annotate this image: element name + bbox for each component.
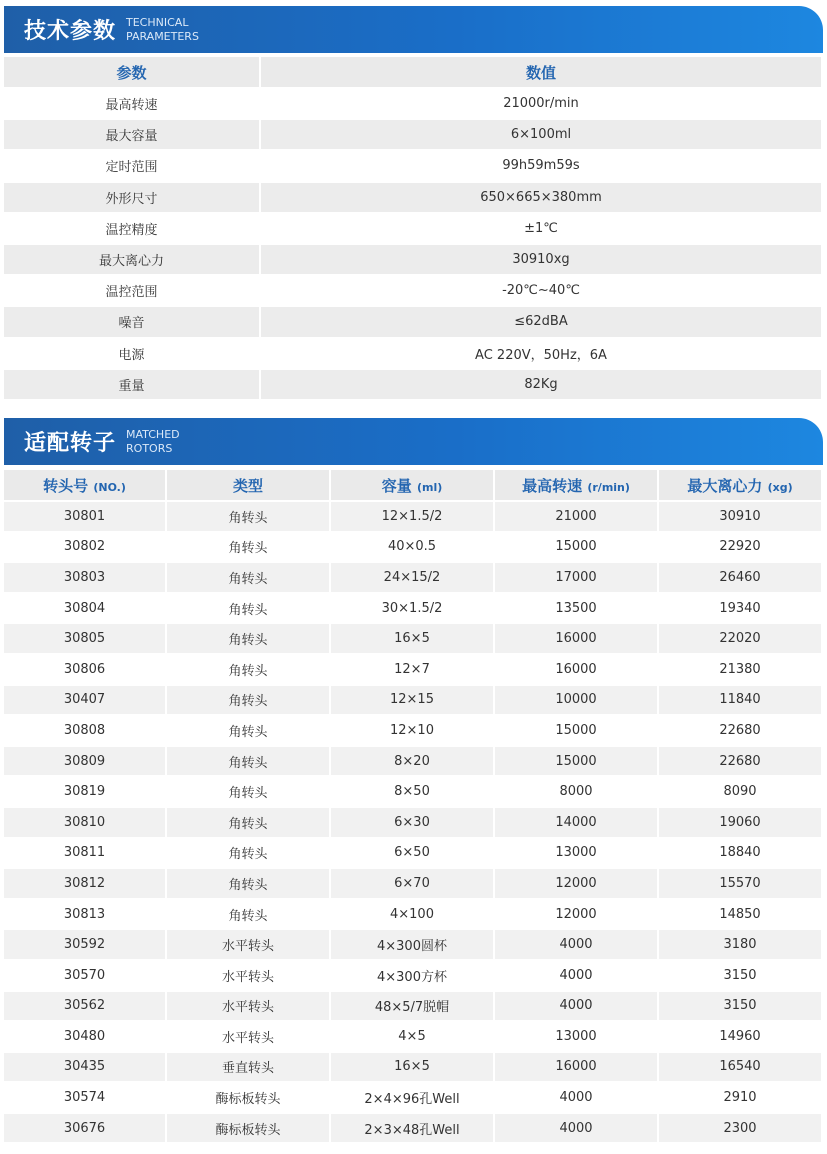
param-name-cell: 温控精度 <box>4 214 261 245</box>
capacity-cell: 16×5 <box>331 1053 495 1084</box>
param-value-cell: ±1℃ <box>261 214 823 245</box>
rotor-no-cell: 30813 <box>4 900 167 931</box>
max-speed-cell: 13000 <box>495 1022 659 1053</box>
param-value-cell: 6×100ml <box>261 120 823 151</box>
max-speed-cell: 15000 <box>495 716 659 747</box>
tech-params-row <box>4 214 823 245</box>
max-rcf-cell: 8090 <box>659 777 823 808</box>
type-cell: 角转头 <box>167 747 331 778</box>
type-cell: 水平转头 <box>167 1022 331 1053</box>
max-rcf-header-unit: (xg) <box>767 480 793 494</box>
rotor-no-cell: 30812 <box>4 869 167 900</box>
max-speed-cell: 4000 <box>495 1114 659 1145</box>
max-speed-cell: 15000 <box>495 533 659 564</box>
max-rcf-cell: 14960 <box>659 1022 823 1053</box>
type-cell: 角转头 <box>167 533 331 564</box>
capacity-cell: 6×70 <box>331 869 495 900</box>
tech-params-row <box>4 370 823 401</box>
rotor-no-cell: 30803 <box>4 563 167 594</box>
type-cell: 角转头 <box>167 563 331 594</box>
rotor-no-cell: 30804 <box>4 594 167 625</box>
rotor-no-cell: 30809 <box>4 747 167 778</box>
capacity-cell: 8×20 <box>331 747 495 778</box>
tech-params-subtitle-line1: TECHNICAL <box>126 15 189 29</box>
tech-params-title: 技术参数 <box>24 19 117 44</box>
param-name-cell: 外形尺寸 <box>4 183 261 214</box>
tech-params-table <box>4 57 823 401</box>
rotor-no-cell: 30570 <box>4 961 167 992</box>
max-speed-cell: 17000 <box>495 563 659 594</box>
param-name-cell: 最大容量 <box>4 120 261 151</box>
capacity-cell: 2×3×48孔Well <box>331 1114 495 1145</box>
capacity-header-label: 容量 <box>381 476 412 495</box>
param-name-cell: 电源 <box>4 339 261 370</box>
type-cell: 角转头 <box>167 686 331 717</box>
rotor-row <box>4 961 823 992</box>
rotor-no-header-label: 转头号 <box>43 476 89 495</box>
max-speed-cell: 4000 <box>495 1083 659 1114</box>
max-rcf-cell: 22680 <box>659 747 823 778</box>
rotor-row <box>4 716 823 747</box>
param-value-cell: 30910xg <box>261 245 823 276</box>
capacity-cell: 12×10 <box>331 716 495 747</box>
tech-params-subtitle <box>126 16 199 44</box>
max-speed-header-unit: (r/min) <box>587 480 630 494</box>
capacity-cell: 4×300圆杯 <box>331 930 495 961</box>
rotor-row <box>4 563 823 594</box>
max-rcf-cell: 3150 <box>659 992 823 1023</box>
rotor-row <box>4 624 823 655</box>
type-cell: 角转头 <box>167 839 331 870</box>
capacity-cell: 8×50 <box>331 777 495 808</box>
max-speed-cell: 21000 <box>495 502 659 533</box>
rotor-no-cell: 30801 <box>4 502 167 533</box>
max-speed-cell: 12000 <box>495 869 659 900</box>
tech-params-row <box>4 183 823 214</box>
type-cell: 水平转头 <box>167 992 331 1023</box>
max-speed-cell: 16000 <box>495 1053 659 1084</box>
max-rcf-cell: 26460 <box>659 563 823 594</box>
rotor-no-cell: 30574 <box>4 1083 167 1114</box>
capacity-cell: 24×15/2 <box>331 563 495 594</box>
max-rcf-cell: 2300 <box>659 1114 823 1145</box>
rotor-row <box>4 808 823 839</box>
param-name-cell: 最大离心力 <box>4 245 261 276</box>
max-rcf-cell: 3180 <box>659 930 823 961</box>
max-rcf-cell: 22920 <box>659 533 823 564</box>
type-cell: 角转头 <box>167 502 331 533</box>
rotor-row <box>4 900 823 931</box>
rotors-header-row <box>4 470 823 502</box>
type-cell: 酶标板转头 <box>167 1114 331 1145</box>
capacity-cell: 4×100 <box>331 900 495 931</box>
capacity-cell: 6×30 <box>331 808 495 839</box>
max-speed-cell: 15000 <box>495 747 659 778</box>
max-rcf-cell: 11840 <box>659 686 823 717</box>
capacity-cell: 6×50 <box>331 839 495 870</box>
rotor-row <box>4 1022 823 1053</box>
type-cell: 角转头 <box>167 716 331 747</box>
max-rcf-header-label: 最大离心力 <box>687 476 763 495</box>
max-speed-cell: 4000 <box>495 961 659 992</box>
param-value-cell: 82Kg <box>261 370 823 401</box>
max-rcf-cell: 30910 <box>659 502 823 533</box>
rotor-row <box>4 1083 823 1114</box>
rotor-no-cell: 30407 <box>4 686 167 717</box>
rotor-no-cell: 30805 <box>4 624 167 655</box>
max-rcf-cell: 15570 <box>659 869 823 900</box>
tech-params-row <box>4 307 823 338</box>
tech-params-subtitle-line2: PARAMETERS <box>126 29 199 43</box>
rotor-no-header <box>4 470 167 502</box>
capacity-cell: 4×5 <box>331 1022 495 1053</box>
rotor-row <box>4 1114 823 1145</box>
max-speed-cell: 14000 <box>495 808 659 839</box>
max-rcf-header <box>659 470 823 502</box>
type-header-label: 类型 <box>232 476 263 495</box>
max-speed-cell: 16000 <box>495 655 659 686</box>
param-value-cell: -20℃~40℃ <box>261 276 823 307</box>
param-value-cell: 650×665×380mm <box>261 183 823 214</box>
param-name-cell: 温控范围 <box>4 276 261 307</box>
rotor-row <box>4 869 823 900</box>
max-speed-cell: 13000 <box>495 839 659 870</box>
rotor-no-cell: 30806 <box>4 655 167 686</box>
rotors-subtitle <box>126 428 180 456</box>
rotors-body <box>4 502 823 1144</box>
rotor-row <box>4 502 823 533</box>
rotor-row <box>4 839 823 870</box>
rotor-no-cell: 30819 <box>4 777 167 808</box>
type-header <box>167 470 331 502</box>
max-speed-cell: 16000 <box>495 624 659 655</box>
rotor-no-cell: 30480 <box>4 1022 167 1053</box>
rotor-row <box>4 930 823 961</box>
max-rcf-cell: 22020 <box>659 624 823 655</box>
max-rcf-cell: 19060 <box>659 808 823 839</box>
tech-params-row <box>4 89 823 120</box>
max-speed-cell: 10000 <box>495 686 659 717</box>
rotor-no-cell: 30808 <box>4 716 167 747</box>
rotor-no-cell: 30676 <box>4 1114 167 1145</box>
max-rcf-cell: 21380 <box>659 655 823 686</box>
rotor-row <box>4 686 823 717</box>
max-speed-cell: 4000 <box>495 992 659 1023</box>
rotors-banner <box>4 418 823 465</box>
rotor-row <box>4 747 823 778</box>
capacity-cell: 2×4×96孔Well <box>331 1083 495 1114</box>
rotor-no-cell: 30802 <box>4 533 167 564</box>
capacity-cell: 48×5/7脱帽 <box>331 992 495 1023</box>
param-column-header: 参数 <box>4 57 261 89</box>
max-rcf-cell: 14850 <box>659 900 823 931</box>
tech-params-row <box>4 276 823 307</box>
tech-params-body <box>4 89 823 401</box>
rotor-no-cell: 30811 <box>4 839 167 870</box>
rotors-table <box>4 470 823 1144</box>
rotor-no-cell: 30562 <box>4 992 167 1023</box>
param-value-cell: ≤62dBA <box>261 307 823 338</box>
tech-params-row <box>4 151 823 182</box>
max-speed-header-label: 最高转速 <box>522 476 583 495</box>
type-cell: 角转头 <box>167 655 331 686</box>
rotor-row <box>4 533 823 564</box>
rotor-row <box>4 992 823 1023</box>
rotor-row <box>4 777 823 808</box>
param-name-cell: 噪音 <box>4 307 261 338</box>
max-rcf-cell: 2910 <box>659 1083 823 1114</box>
type-cell: 水平转头 <box>167 930 331 961</box>
type-cell: 角转头 <box>167 624 331 655</box>
rotors-title: 适配转子 <box>24 431 117 456</box>
type-cell: 角转头 <box>167 808 331 839</box>
max-speed-cell: 13500 <box>495 594 659 625</box>
type-cell: 角转头 <box>167 869 331 900</box>
param-value-cell: AC 220V，50Hz，6A <box>261 339 823 370</box>
type-cell: 角转头 <box>167 777 331 808</box>
tech-params-banner <box>4 6 823 53</box>
rotor-row <box>4 594 823 625</box>
max-rcf-cell: 3150 <box>659 961 823 992</box>
type-cell: 酶标板转头 <box>167 1083 331 1114</box>
param-value-cell: 21000r/min <box>261 89 823 120</box>
max-speed-header <box>495 470 659 502</box>
rotor-row <box>4 1053 823 1084</box>
max-rcf-cell: 22680 <box>659 716 823 747</box>
rotor-no-cell: 30810 <box>4 808 167 839</box>
max-speed-cell: 12000 <box>495 900 659 931</box>
tech-params-row <box>4 339 823 370</box>
type-cell: 水平转头 <box>167 961 331 992</box>
param-name-cell: 重量 <box>4 370 261 401</box>
max-speed-cell: 4000 <box>495 930 659 961</box>
type-cell: 角转头 <box>167 900 331 931</box>
rotor-no-header-unit: (NO.) <box>93 480 126 494</box>
max-rcf-cell: 19340 <box>659 594 823 625</box>
rotor-no-cell: 30435 <box>4 1053 167 1084</box>
capacity-header-unit: (ml) <box>416 480 443 494</box>
capacity-cell: 12×7 <box>331 655 495 686</box>
param-name-cell: 最高转速 <box>4 89 261 120</box>
capacity-cell: 16×5 <box>331 624 495 655</box>
tech-params-row <box>4 245 823 276</box>
capacity-cell: 12×15 <box>331 686 495 717</box>
param-name-cell: 定时范围 <box>4 151 261 182</box>
tech-params-header-row <box>4 57 823 89</box>
rotor-row <box>4 655 823 686</box>
max-speed-cell: 8000 <box>495 777 659 808</box>
rotor-no-cell: 30592 <box>4 930 167 961</box>
capacity-header <box>331 470 495 502</box>
capacity-cell: 30×1.5/2 <box>331 594 495 625</box>
max-rcf-cell: 16540 <box>659 1053 823 1084</box>
type-cell: 角转头 <box>167 594 331 625</box>
rotors-subtitle-line2: ROTORS <box>126 441 173 455</box>
rotors-subtitle-line1: MATCHED <box>126 427 180 441</box>
max-rcf-cell: 18840 <box>659 839 823 870</box>
capacity-cell: 4×300方杯 <box>331 961 495 992</box>
capacity-cell: 40×0.5 <box>331 533 495 564</box>
type-cell: 垂直转头 <box>167 1053 331 1084</box>
tech-params-row <box>4 120 823 151</box>
param-value-cell: 99h59m59s <box>261 151 823 182</box>
value-column-header: 数值 <box>261 57 823 89</box>
capacity-cell: 12×1.5/2 <box>331 502 495 533</box>
